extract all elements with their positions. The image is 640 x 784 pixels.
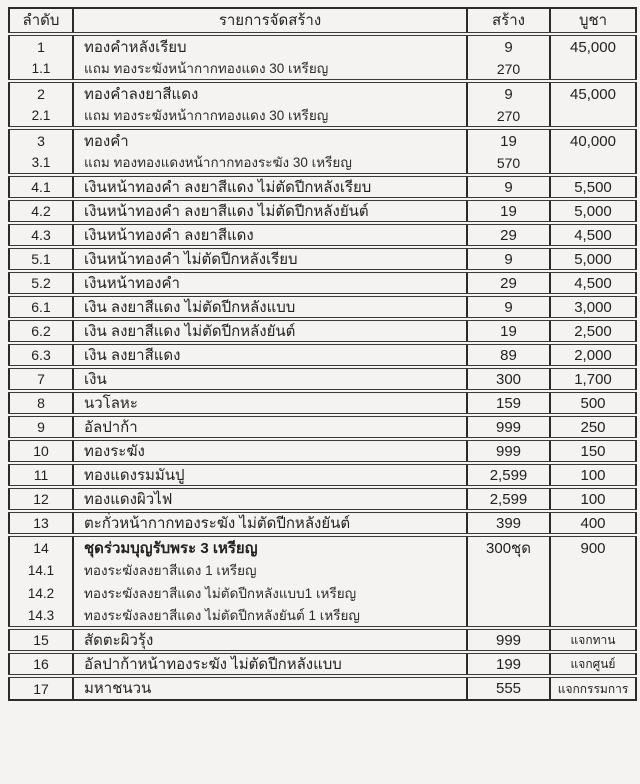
table-row [9, 511, 636, 535]
row-item: เงินหน้าทองคำ ลงยาสีแดง [73, 223, 467, 247]
row-price: แจกกรรมการ [550, 676, 636, 700]
row-price [550, 582, 636, 605]
row-item: ทองระฆังลงยาสีแดง 1 เหรียญ [73, 559, 467, 582]
table-row [9, 367, 636, 391]
header-row [9, 8, 636, 34]
row-item: ทองระฆังลงยาสีแดง ไม่ตัดปีกหลังแบบ1 เหรียญ [73, 582, 467, 605]
row-no: 1.1 [9, 58, 73, 81]
table-row [9, 152, 636, 175]
amulet-price-table [8, 7, 637, 701]
row-qty: 9 [467, 247, 550, 271]
row-item: เงินหน้าทองคำ [73, 271, 467, 295]
row-item: ทองระฆัง [73, 439, 467, 463]
row-no: 4.1 [9, 175, 73, 199]
row-no: 3.1 [9, 152, 73, 175]
table-row [9, 81, 636, 105]
col-header-item: รายการจัดสร้าง [73, 8, 467, 34]
row-item: เงินหน้าทองคำ ลงยาสีแดง ไม่ตัดปีกหลังยันต์ [73, 199, 467, 223]
row-qty: 9 [467, 295, 550, 319]
row-qty: 9 [467, 34, 550, 58]
table-row [9, 199, 636, 223]
row-price: แจกศูนย์ [550, 652, 636, 676]
row-price: 5,000 [550, 199, 636, 223]
row-qty [467, 605, 550, 628]
row-qty: 89 [467, 343, 550, 367]
row-qty: 9 [467, 175, 550, 199]
row-price: 900 [550, 535, 636, 559]
row-price: 40,000 [550, 128, 636, 152]
table-row [9, 247, 636, 271]
row-price: 400 [550, 511, 636, 535]
row-price: 5,000 [550, 247, 636, 271]
row-item: ทองแดงผิวไฟ [73, 487, 467, 511]
row-item: เงินหน้าทองคำ ลงยาสีแดง ไม่ตัดปีกหลังเรียบ [73, 175, 467, 199]
table-row [9, 415, 636, 439]
row-item: ทองคำลงยาสีแดง [73, 81, 467, 105]
row-price [550, 559, 636, 582]
row-no: 8 [9, 391, 73, 415]
row-no: 14.2 [9, 582, 73, 605]
row-no: 2 [9, 81, 73, 105]
row-no: 17 [9, 676, 73, 700]
table-row [9, 128, 636, 152]
row-no: 13 [9, 511, 73, 535]
row-price: 4,500 [550, 271, 636, 295]
row-price: 45,000 [550, 81, 636, 105]
row-price [550, 58, 636, 81]
table-row [9, 605, 636, 628]
table-row [9, 628, 636, 652]
row-item: ตะกั่วหน้ากากทองระฆัง ไม่ตัดปีกหลังยันต์ [73, 511, 467, 535]
table-row [9, 58, 636, 81]
row-item: ชุดร่วมบุญรับพระ 3 เหรียญ [73, 535, 467, 559]
row-price: 150 [550, 439, 636, 463]
row-price: แจกทาน [550, 628, 636, 652]
row-no: 3 [9, 128, 73, 152]
row-no: 4.2 [9, 199, 73, 223]
row-item: แถม ทองระฆังหน้ากากทองแดง 30 เหรียญ [73, 105, 467, 128]
table-row [9, 652, 636, 676]
row-no: 16 [9, 652, 73, 676]
row-item: นวโลหะ [73, 391, 467, 415]
row-qty: 399 [467, 511, 550, 535]
row-qty: 2,599 [467, 487, 550, 511]
row-qty: 300 [467, 367, 550, 391]
row-item: แถม ทองทองแดงหน้ากากทองระฆัง 30 เหรียญ [73, 152, 467, 175]
table-row [9, 535, 636, 559]
table-row [9, 463, 636, 487]
col-header-no: ลำดับ [9, 8, 73, 34]
row-qty: 999 [467, 415, 550, 439]
table-row [9, 559, 636, 582]
row-price: 4,500 [550, 223, 636, 247]
row-price: 5,500 [550, 175, 636, 199]
table-row [9, 391, 636, 415]
row-no: 15 [9, 628, 73, 652]
row-price: 500 [550, 391, 636, 415]
table-row [9, 271, 636, 295]
row-item: แถม ทองระฆังหน้ากากทองแดง 30 เหรียญ [73, 58, 467, 81]
row-qty: 570 [467, 152, 550, 175]
row-qty: 29 [467, 271, 550, 295]
row-qty: 159 [467, 391, 550, 415]
row-qty: 300ชุด [467, 535, 550, 559]
row-price [550, 152, 636, 175]
row-qty: 199 [467, 652, 550, 676]
row-item: มหาชนวน [73, 676, 467, 700]
row-price [550, 605, 636, 628]
row-price: 1,700 [550, 367, 636, 391]
row-price: 100 [550, 463, 636, 487]
row-no: 9 [9, 415, 73, 439]
row-item: เงิน ลงยาสีแดง [73, 343, 467, 367]
row-no: 5.1 [9, 247, 73, 271]
row-item: เงิน ลงยาสีแดง ไม่ตัดปีกหลังแบบ [73, 295, 467, 319]
row-qty: 555 [467, 676, 550, 700]
row-qty [467, 559, 550, 582]
table-row [9, 439, 636, 463]
row-no: 6.2 [9, 319, 73, 343]
row-item: เงินหน้าทองคำ ไม่ตัดปีกหลังเรียบ [73, 247, 467, 271]
row-item: สัดตะผิวรุ้ง [73, 628, 467, 652]
row-no: 6.3 [9, 343, 73, 367]
row-price: 2,000 [550, 343, 636, 367]
table-row [9, 295, 636, 319]
col-header-qty: สร้าง [467, 8, 550, 34]
row-qty: 270 [467, 105, 550, 128]
table-header [9, 8, 636, 34]
row-item: ทองคำ [73, 128, 467, 152]
row-no: 14.3 [9, 605, 73, 628]
col-header-price: บูชา [550, 8, 636, 34]
row-price: 2,500 [550, 319, 636, 343]
row-price: 3,000 [550, 295, 636, 319]
row-item: เงิน [73, 367, 467, 391]
row-qty: 999 [467, 439, 550, 463]
row-no: 7 [9, 367, 73, 391]
row-no: 4.3 [9, 223, 73, 247]
table-body [9, 34, 636, 700]
row-price: 45,000 [550, 34, 636, 58]
row-qty [467, 582, 550, 605]
row-qty: 19 [467, 128, 550, 152]
row-no: 14 [9, 535, 73, 559]
row-no: 12 [9, 487, 73, 511]
table-row [9, 582, 636, 605]
row-no: 14.1 [9, 559, 73, 582]
row-price [550, 105, 636, 128]
row-no: 6.1 [9, 295, 73, 319]
row-qty: 19 [467, 199, 550, 223]
row-no: 5.2 [9, 271, 73, 295]
row-item: อัลปาก้า [73, 415, 467, 439]
row-item: อัลปาก้าหน้าทองระฆัง ไม่ตัดปีกหลังแบบ [73, 652, 467, 676]
row-qty: 999 [467, 628, 550, 652]
table-row [9, 487, 636, 511]
row-qty: 19 [467, 319, 550, 343]
table-row [9, 34, 636, 58]
row-item: ทองระฆังลงยาสีแดง ไม่ตัดปีกหลังยันต์ 1 เหรียญ [73, 605, 467, 628]
row-no: 1 [9, 34, 73, 58]
row-no: 11 [9, 463, 73, 487]
row-price: 250 [550, 415, 636, 439]
table-row [9, 319, 636, 343]
row-item: เงิน ลงยาสีแดง ไม่ตัดปีกหลังยันต์ [73, 319, 467, 343]
row-qty: 2,599 [467, 463, 550, 487]
row-item: ทองแดงรมมันปู [73, 463, 467, 487]
row-no: 2.1 [9, 105, 73, 128]
table-row [9, 175, 636, 199]
row-qty: 270 [467, 58, 550, 81]
row-price: 100 [550, 487, 636, 511]
row-qty: 29 [467, 223, 550, 247]
table-row [9, 105, 636, 128]
table-row [9, 343, 636, 367]
row-qty: 9 [467, 81, 550, 105]
table-row [9, 676, 636, 700]
table-row [9, 223, 636, 247]
row-item: ทองคำหลังเรียบ [73, 34, 467, 58]
row-no: 10 [9, 439, 73, 463]
